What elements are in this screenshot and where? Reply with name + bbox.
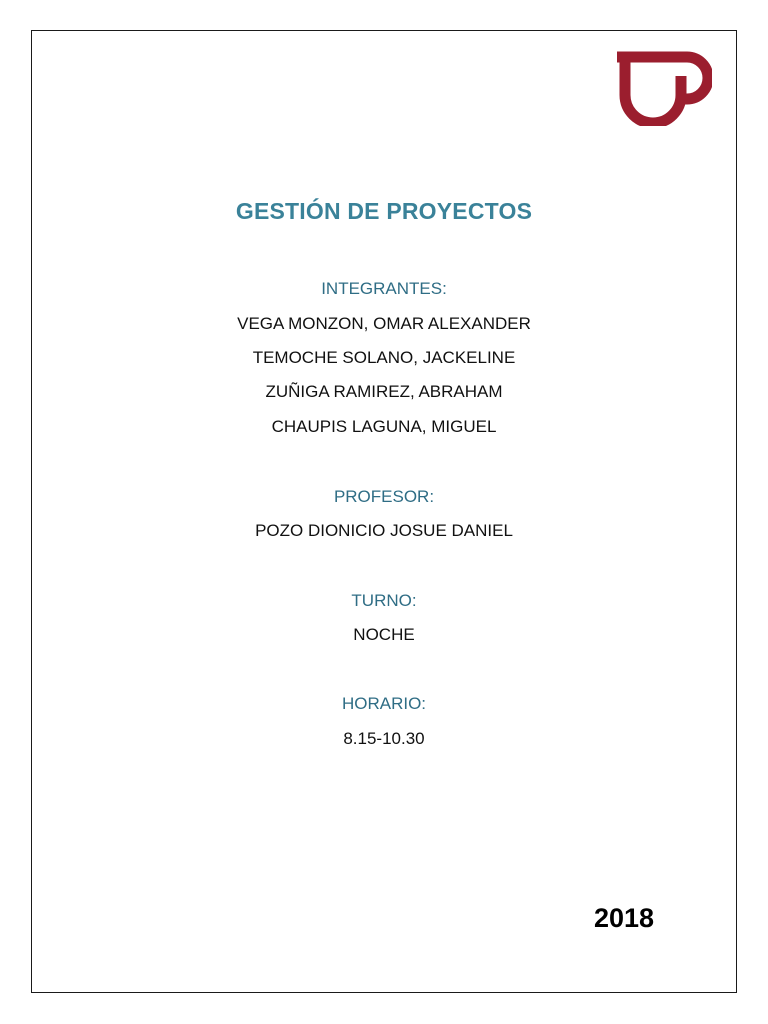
member-name-3: ZUÑIGA RAMIREZ, ABRAHAM	[265, 382, 503, 401]
member-name-1: VEGA MONZON, OMAR ALEXANDER	[237, 314, 531, 333]
shift-label: TURNO:	[351, 591, 417, 610]
shift-value: NOCHE	[353, 625, 415, 644]
professor-name: POZO DIONICIO JOSUE DANIEL	[255, 521, 513, 540]
utp-logo-icon	[617, 49, 712, 126]
schedule-label: HORARIO:	[341, 694, 427, 713]
members-label: INTEGRANTES:	[321, 279, 447, 298]
member-name-2: TEMOCHE SOLANO, JACKELINE	[252, 348, 516, 367]
document-title: GESTIÓN DE PROYECTOS	[235, 198, 533, 224]
professor-label: PROFESOR:	[333, 487, 435, 506]
page-border	[31, 30, 737, 993]
member-name-4: CHAUPIS LAGUNA, MIGUEL	[271, 417, 497, 436]
schedule-value: 8.15-10.30	[343, 729, 425, 748]
year: 2018	[594, 903, 655, 933]
